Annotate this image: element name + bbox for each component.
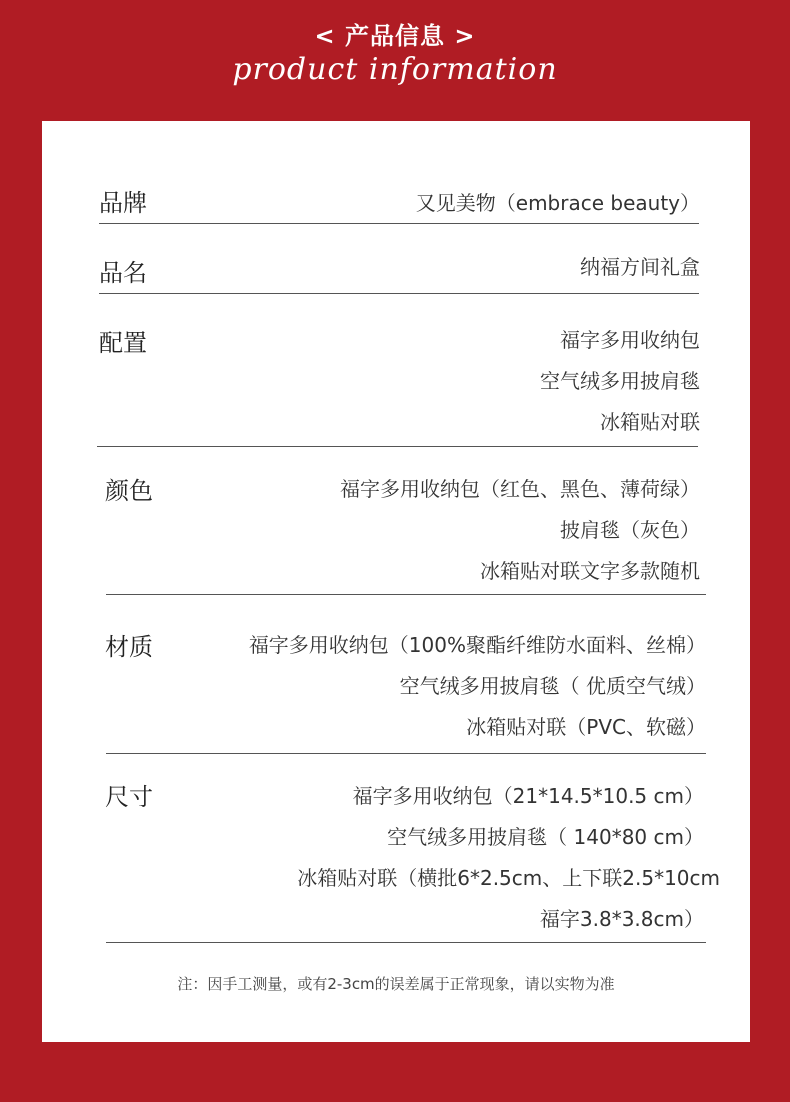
row-value-size-1: 福字多用收纳包（21*14.5*10.5 cm） — [352, 784, 704, 808]
row-value-config-2: 空气绒多用披肩毯 — [540, 369, 700, 393]
row-value-color-2: 披肩毯（灰色） — [560, 518, 700, 542]
row-label-material: 材质 — [105, 633, 153, 661]
row-value-material-2: 空气绒多用披肩毯（ 优质空气绒） — [399, 674, 706, 698]
row-value-size-2: 空气绒多用披肩毯（ 140*80 cm） — [387, 825, 704, 849]
row-value-size-3: 冰箱贴对联（横批6*2.5cm、上下联2.5*10cm — [297, 866, 720, 890]
row-label-brand: 品牌 — [99, 189, 147, 217]
row-label-name: 品名 — [99, 259, 147, 287]
divider — [106, 753, 706, 754]
row-label-size: 尺寸 — [105, 783, 153, 811]
row-value-config-3: 冰箱贴对联 — [600, 410, 700, 434]
row-value-config-1: 福字多用收纳包 — [560, 328, 700, 352]
row-value-color-3: 冰箱贴对联文字多款随机 — [480, 559, 700, 583]
row-value-material-3: 冰箱贴对联（PVC、软磁） — [466, 715, 706, 739]
footnote: 注：因手工测量，或有2-3cm的误差属于正常现象，请以实物为准 — [177, 975, 615, 993]
row-label-color: 颜色 — [105, 477, 153, 505]
divider — [106, 942, 706, 943]
row-label-config: 配置 — [99, 329, 147, 357]
row-value-size-4: 福字3.8*3.8cm） — [539, 907, 704, 931]
divider — [106, 594, 706, 595]
divider — [99, 293, 699, 294]
row-value-brand: 又见美物（embrace beauty） — [415, 191, 700, 215]
divider — [97, 446, 698, 447]
info-card — [42, 121, 750, 1042]
divider — [99, 223, 699, 224]
section-subtitle: product information — [232, 52, 558, 87]
row-value-material-1: 福字多用收纳包（100%聚酯纤维防水面料、丝棉） — [248, 633, 706, 657]
row-value-name: 纳福方间礼盒 — [580, 255, 700, 279]
section-title: < 产品信息 > — [314, 22, 476, 50]
row-value-color-1: 福字多用收纳包（红色、黑色、薄荷绿） — [340, 477, 700, 501]
